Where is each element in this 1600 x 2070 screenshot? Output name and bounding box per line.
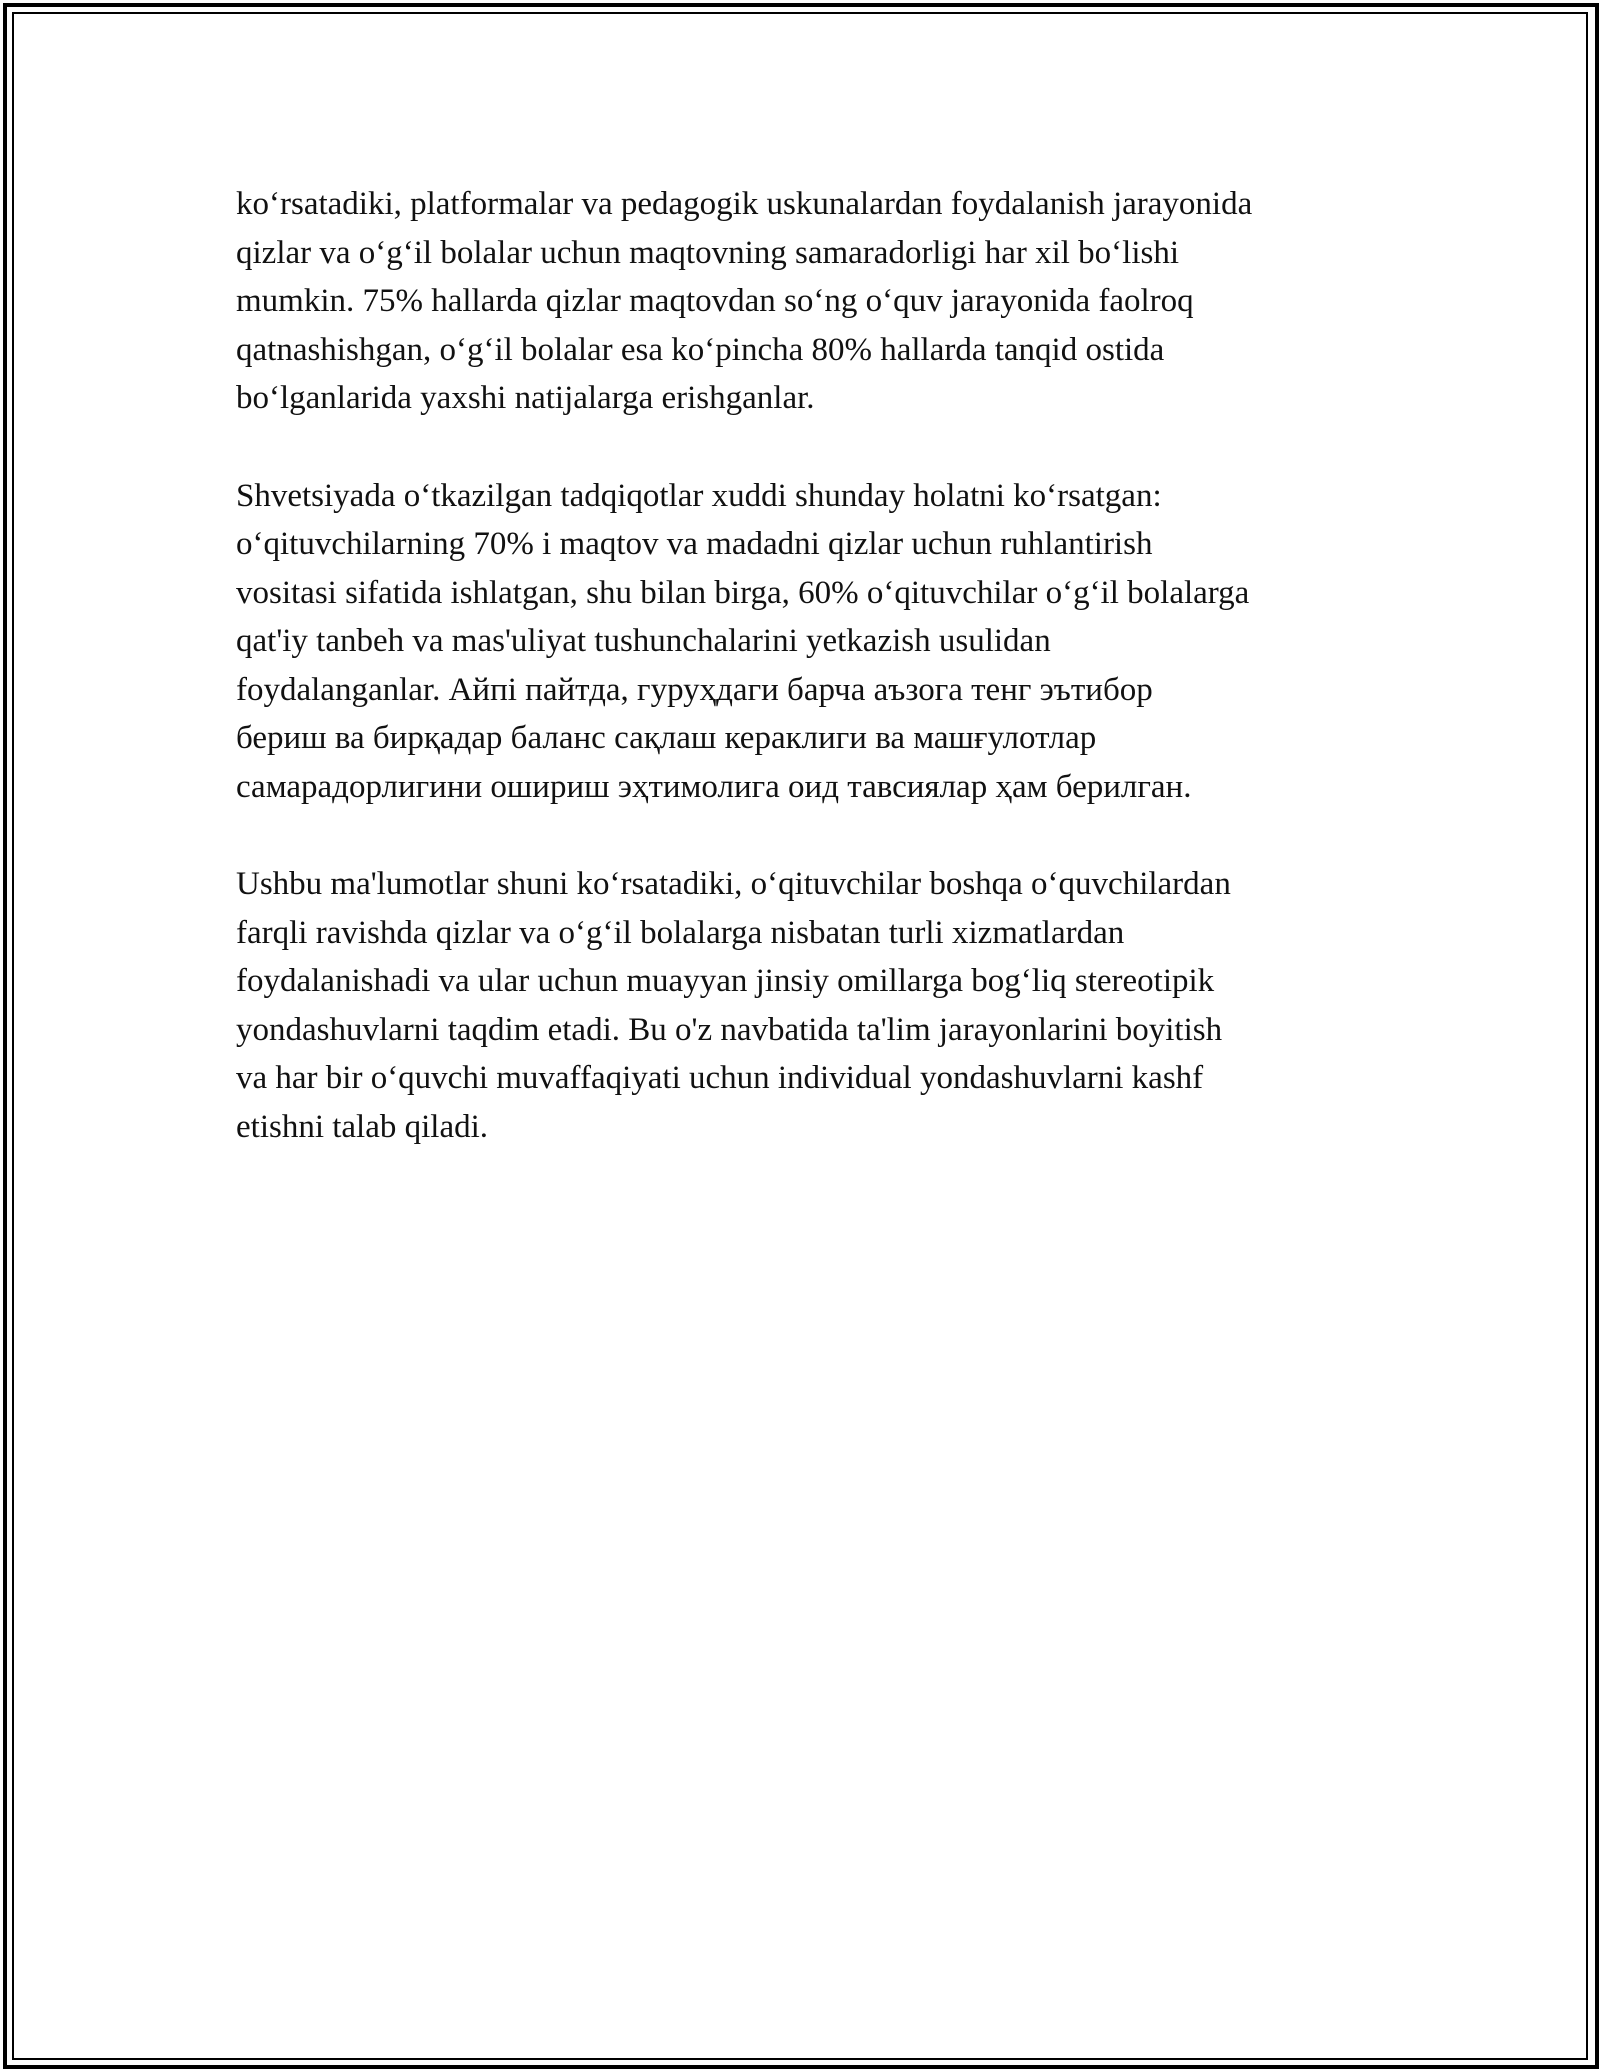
text-line: qat'iy tanbeh va mas'uliyat tushunchalarini yetkazish usulidan	[236, 623, 1051, 659]
text-line: самарадорлигини ошириш эҳтимолига оид тавсиялар ҳам берилган.	[236, 768, 1192, 805]
text-line: vositasi sifatida ishlatgan, shu bilan birga, 60% o‘qituvchilar o‘g‘il bolalarga	[236, 574, 1250, 611]
text-line: o‘qituvchilarning 70% i maqtov va madadni qizlar uchun ruhlantirish	[236, 526, 1153, 562]
text-line: qatnashishgan, o‘g‘il bolalar esa ko‘pincha 80% hallarda tanqid ostida	[236, 331, 1165, 368]
text-line: yondashuvlarni taqdim etadi. Bu o'z navbatida ta'lim jarayonlarini boyitish	[236, 1011, 1223, 1048]
text-line: Ushbu ma'lumotlar shuni ko‘rsatadiki, o‘qituvchilar boshqa o‘quvchilardan	[236, 866, 1231, 902]
text-line: бериш ва бирқадар баланс сақлаш кераклиги ва машғулотлар	[236, 720, 1097, 756]
text-line: bo‘lganlarida yaxshi natijalarga erishganlar.	[236, 380, 815, 416]
text-line: mumkin. 75% hallarda qizlar maqtovdan so‘ng o‘quv jarayonida faolroq	[236, 283, 1194, 319]
text-line: etishni talab qiladi.	[236, 1108, 489, 1145]
paragraph-1	[236, 180, 1396, 423]
paragraph-3	[236, 860, 1396, 1151]
paragraph-2	[236, 472, 1396, 812]
document-body	[236, 180, 1396, 1200]
text-line: foydalanishadi va ular uchun muayyan jinsiy omillarga bog‘liq stereotipik	[236, 963, 1215, 999]
text-line: foydalanganlar. Айпі пайтда, гуруҳдаги барча аъзога тенг эътибор	[236, 671, 1153, 708]
text-line: qizlar va o‘g‘il bolalar uchun maqtovning samaradorligi har xil bo‘lishi	[236, 234, 1179, 271]
text-line: ko‘rsatadiki, platformalar va pedagogik uskunalardan foydalanish jarayonida	[236, 186, 1253, 222]
text-line: Shvetsiyada o‘tkazilgan tadqiqotlar xuddi shunday holatni ko‘rsatgan:	[236, 477, 1162, 514]
text-line: va har bir o‘quvchi muvaffaqiyati uchun individual yondashuvlarni kashf	[236, 1060, 1204, 1096]
text-line: farqli ravishda qizlar va o‘g‘il bolalarga nisbatan turli xizmatlardan	[236, 914, 1125, 951]
